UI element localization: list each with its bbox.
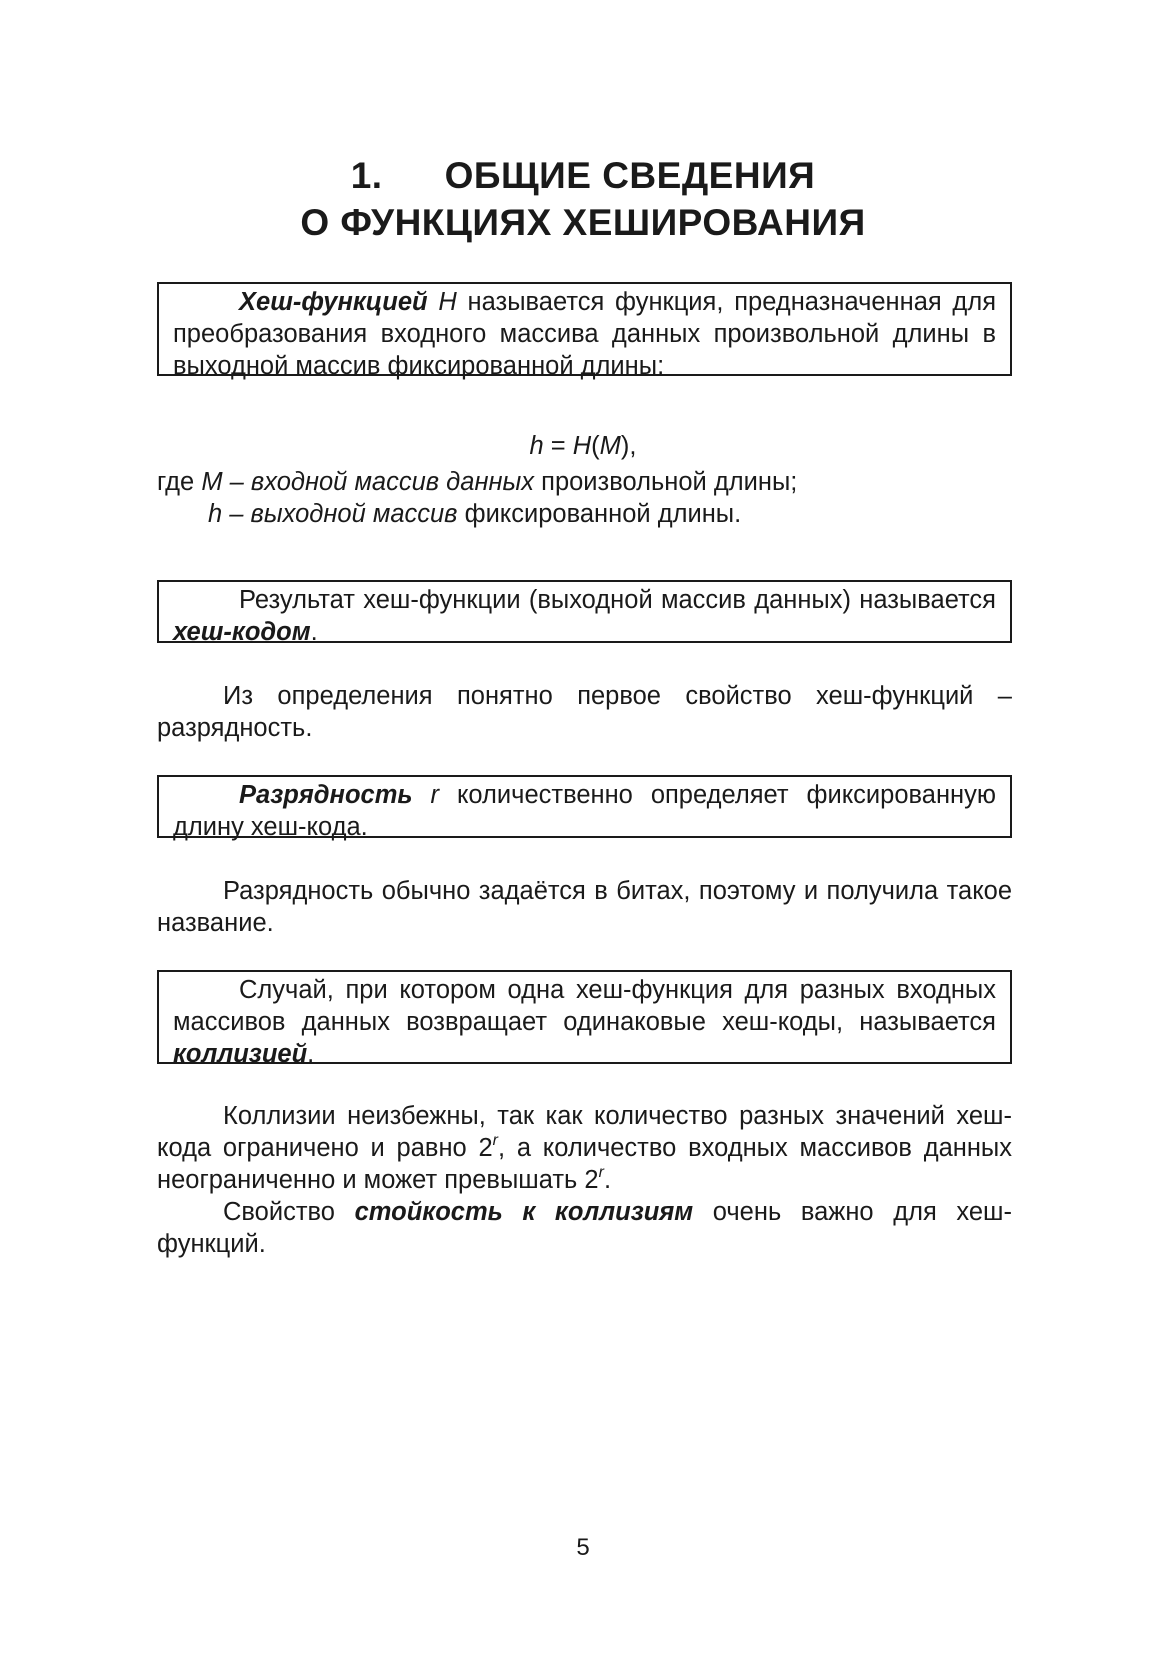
where-h-symbol: h xyxy=(208,500,223,528)
chapter-heading xyxy=(0,152,1166,246)
where-h-rest: фиксированной длины. xyxy=(457,500,742,528)
symbol-H: H xyxy=(438,288,457,316)
definition-box-hash-code xyxy=(157,580,1012,646)
collision-tail: . xyxy=(307,1040,315,1068)
formula-tail: , xyxy=(629,432,637,460)
collisions-part3: . xyxy=(603,1166,612,1194)
hash-code-text: Результат хеш-функции (выходной массив данных) называется xyxy=(239,586,996,614)
where-m-rest: произвольной длины; xyxy=(534,468,798,496)
term-collision-resistance: стойкость к коллизиям xyxy=(354,1198,694,1226)
paragraph-collisions xyxy=(157,1100,1012,1196)
paragraph-bits: Разрядность обычно задаётся в битах, поэтому и получила такое название. xyxy=(157,877,1012,937)
where-prefix: где xyxy=(157,468,202,496)
heading-line-1 xyxy=(0,152,1166,199)
formula-eq: = xyxy=(543,432,573,460)
where-line-h xyxy=(157,498,1012,530)
resistance-suffix: очень важно для хеш-функций. xyxy=(157,1198,1012,1258)
collisions-part2: , а количество входных массивов данных неограниченно и может превышать 2 xyxy=(157,1134,1012,1194)
definition-box-bit-length xyxy=(157,775,1012,841)
definition-box-collision xyxy=(157,970,1012,1068)
term-hash-function: Хеш-функцией xyxy=(239,288,428,316)
exponent-r-1: r xyxy=(492,1131,498,1149)
term-bit-length: Разрядность xyxy=(239,781,413,809)
collision-text: Случай, при котором одна хеш-функция для разных входных массивов данных возвращает одинаковые хеш-коды, называется xyxy=(173,976,996,1036)
where-m-def: – входной массив данных xyxy=(222,468,535,496)
symbol-r: r xyxy=(430,781,440,809)
formula: h = H(M), xyxy=(529,432,637,460)
paragraph-collision-resistance xyxy=(157,1196,1012,1260)
formula-H: H xyxy=(572,432,592,460)
exponent-r-2: r xyxy=(598,1163,604,1181)
term-collision: коллизией xyxy=(173,1040,308,1068)
definition-box-hash-function xyxy=(157,282,1012,380)
collisions-part1: Коллизии неизбежны, так как количество разных значений хеш-кода ограничено и равно 2 xyxy=(157,1102,1012,1162)
bit-length-text: количественно определяет фиксированную длину хеш-кода. xyxy=(173,781,996,841)
where-clause xyxy=(157,466,1012,530)
heading-title-1: ОБЩИЕ СВЕДЕНИЯ xyxy=(444,155,816,196)
definition-text: называется функция, предназначенная для преобразования входного массива данных произвольной длины в выходной массив фиксированной длины: xyxy=(173,288,997,380)
hash-code-tail: . xyxy=(310,618,318,646)
where-m-symbol: M xyxy=(201,468,223,496)
resistance-prefix: Свойство xyxy=(223,1198,355,1226)
chapter-number: 1. xyxy=(350,155,383,196)
paragraph-first-property: Из определения понятно первое свойство хеш-функций – разрядность. xyxy=(157,682,1012,742)
page-number: 5 xyxy=(576,1534,590,1561)
where-line-m xyxy=(157,466,1012,498)
term-hash-code: хеш-кодом xyxy=(173,618,311,646)
heading-line-2: О ФУНКЦИЯХ ХЕШИРОВАНИЯ xyxy=(300,202,866,243)
formula-M: M xyxy=(599,432,621,460)
formula-h: h xyxy=(529,432,544,460)
where-h-def: – выходной массив xyxy=(222,500,458,528)
